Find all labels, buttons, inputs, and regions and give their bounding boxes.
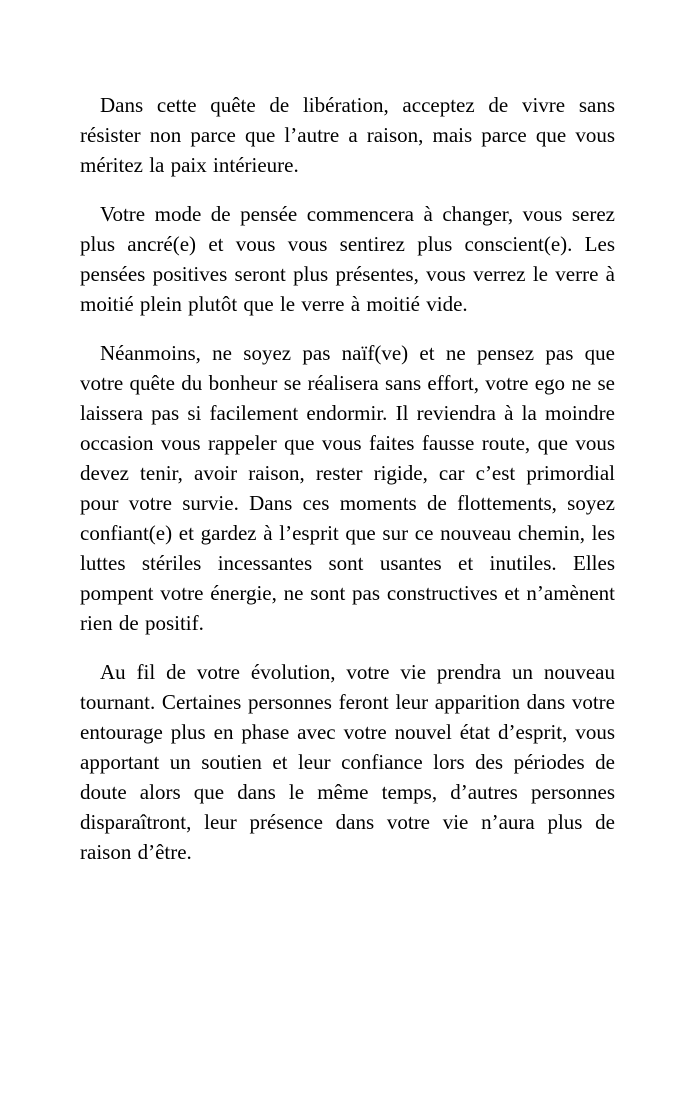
body-text (80, 90, 615, 886)
paragraph-4: Au fil de votre évolution, votre vie prendra un nouveau tournant. Certaines personnes feront leur apparition dans votre entourage plus en phase avec votre nouvel état d’esprit, vous apportant un soutien et leur confiance lors des périodes de doute alors que dans le même temps, d’autres personnes disparaîtront, leur présence dans votre vie n’aura plus de raison d’être. (80, 660, 615, 864)
paragraph-2: Votre mode de pensée commencera à changer, vous serez plus ancré(e) et vous vous sentirez plus conscient(e). Les pensées positives seront plus présentes, vous verrez le verre à moitié plein plutôt que le verre à moitié vide. (80, 202, 615, 316)
paragraph-3: Néanmoins, ne soyez pas naïf(ve) et ne pensez pas que votre quête du bonheur se réalisera sans effort, votre ego ne se laissera pas si facilement endormir. Il reviendra à la moindre occasion vous rappeler que vous faites fausse route, que vous devez tenir, avoir raison, rester rigide, car c’est primordial pour votre survie. Dans ces moments de flottements, soyez confiant(e) et gardez à l’esprit que sur ce nouveau chemin, les luttes stériles incessantes sont usantes et inutiles. Elles pompent votre énergie, ne sont pas constructives et n’amènent rien de positif. (80, 341, 615, 635)
paragraph-1: Dans cette quête de libération, acceptez de vivre sans résister non parce que l’autre a raison, mais parce que vous méritez la paix intérieure. (80, 93, 615, 177)
